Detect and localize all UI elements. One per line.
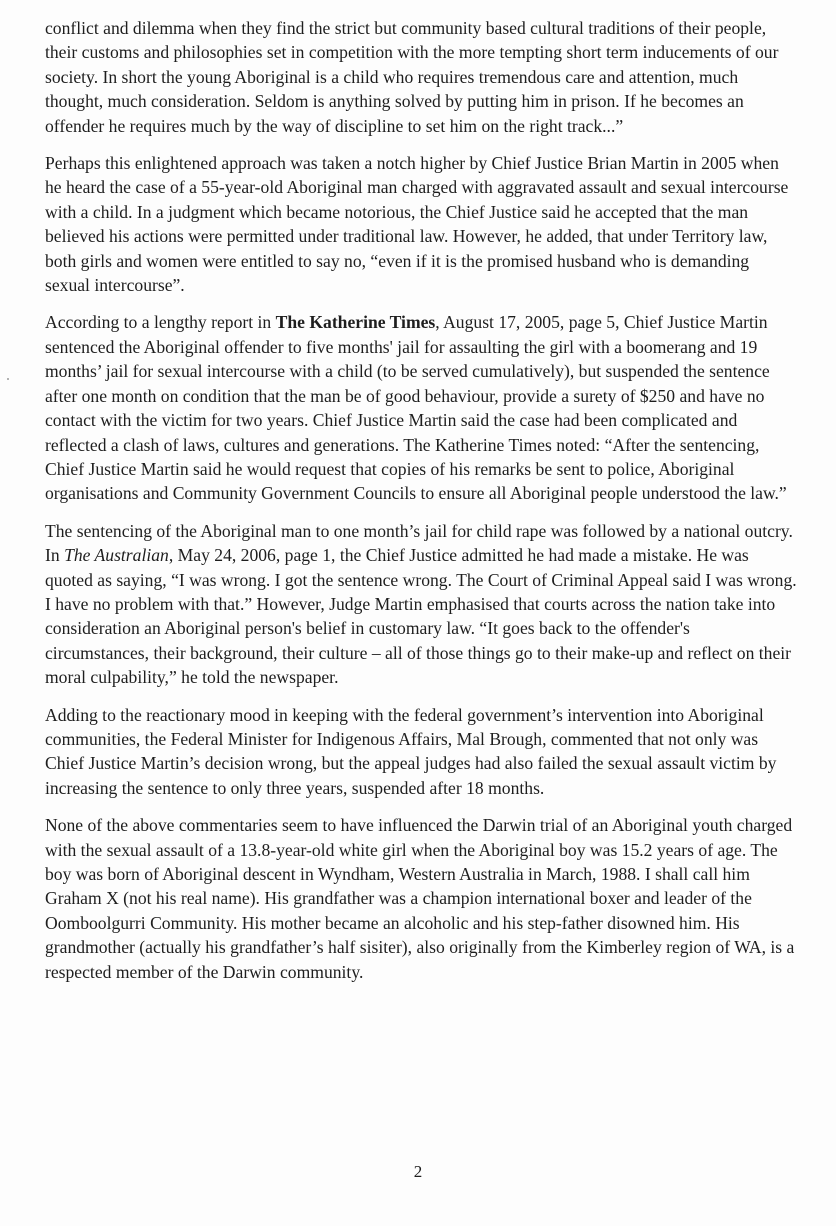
paragraph-3 [45, 310, 797, 505]
paragraph-1 [45, 16, 797, 138]
text-run: According to a lengthy report in [45, 312, 276, 333]
text-run: Perhaps this enlightened approach was taken a notch higher by Chief Justice Brian Martin in 2005 when he heard the case of a 55-year-old Aboriginal man charged with aggravated assault and sexual intercourse with a child. In a judgment which became notorious, the Chief Justice said he accepted that the man believed his actions were permitted under traditional law. However, he added, that under Territory law, both girls and women were entitled to say no, “even if it is the promised husband who is demanding sexual intercourse”. [45, 153, 789, 296]
text-run: None of the above commentaries seem to have influenced the Darwin trial of an Aboriginal youth charged with the sexual assault of a 13.8-year-old white girl when the Aboriginal boy was 15.2 years of age. The boy was born of Aboriginal descent in Wyndham, Western Australia in March, 1988. I shall call him Graham X (not his real name). His grandfather was a champion international boxer and leader of the Oomboolgurri Community. His mother became an alcoholic and his step-father disowned him. His grandmother (actually his grandfather’s half sisiter), also originally from the Kimberley region of WA, is a respected member of the Darwin community. [45, 815, 795, 982]
paragraph-5 [45, 703, 797, 801]
paragraph-4 [45, 519, 797, 690]
italic-publication-title: The Australian [64, 545, 169, 566]
text-run: conflict and dilemma when they find the strict but community based cultural traditions of their people, their customs and philosophies set in competition with the more tempting short term inducements of our society. In short the young Aboriginal is a child who requires tremendous care and attention, much thought, much consideration. Seldom is anything solved by putting him in prison. If he becomes an offender he requires much by the way of discipline to set him on the right track...” [45, 18, 779, 136]
text-run: Adding to the reactionary mood in keeping with the federal government’s intervention into Aboriginal communities, the Federal Minister for Indigenous Affairs, Mal Brough, commented that not only was Chief Justice Martin’s decision wrong, but the appeal judges had also failed the sexual assault victim by increasing the sentence to only three years, suspended after 18 months. [45, 704, 777, 798]
text-run: , August 17, 2005, page 5, Chief Justice Martin sentenced the Aboriginal offender to five months' jail for assaulting the girl with a boomerang and 19 months’ jail for sexual intercourse with a child (to be served cumulatively), but suspended the sentence after one month on condition that the man be of good behaviour, provide a surety of $250 and have no contact with the victim for two years. Chief Justice Martin said the case had been complicated and reflected a clash of laws, cultures and generations. The Katherine Times noted: “After the sentencing, Chief Justice Martin said he would request that copies of his remarks be sent to police, Aboriginal organisations and Community Government Councils to ensure all Aboriginal people understood the law.” [45, 312, 787, 504]
body-text [45, 16, 797, 997]
paragraph-2 [45, 151, 797, 297]
page-number: 2 [413, 1162, 423, 1181]
paragraph-6 [45, 813, 797, 984]
scan-speck [7, 378, 9, 380]
text-run: The sentencing of the Aboriginal man to one month’s jail for child rape was followed by a national outcry. In [45, 520, 793, 566]
bold-publication-title: The Katherine Times [275, 312, 436, 333]
text-run: , May 24, 2006, page 1, the Chief Justice admitted he had made a mistake. He was quoted as saying, “I was wrong. I got the sentence wrong. The Court of Criminal Appeal said I was wrong. I have no problem with that.” However, Judge Martin emphasised that courts across the nation take into consideration an Aboriginal person's belief in customary law. “It goes back to the offender's circumstances, their background, their culture – all of those things go to their make-up and reflect on their moral culpability,” he told the newspaper. [45, 545, 797, 688]
